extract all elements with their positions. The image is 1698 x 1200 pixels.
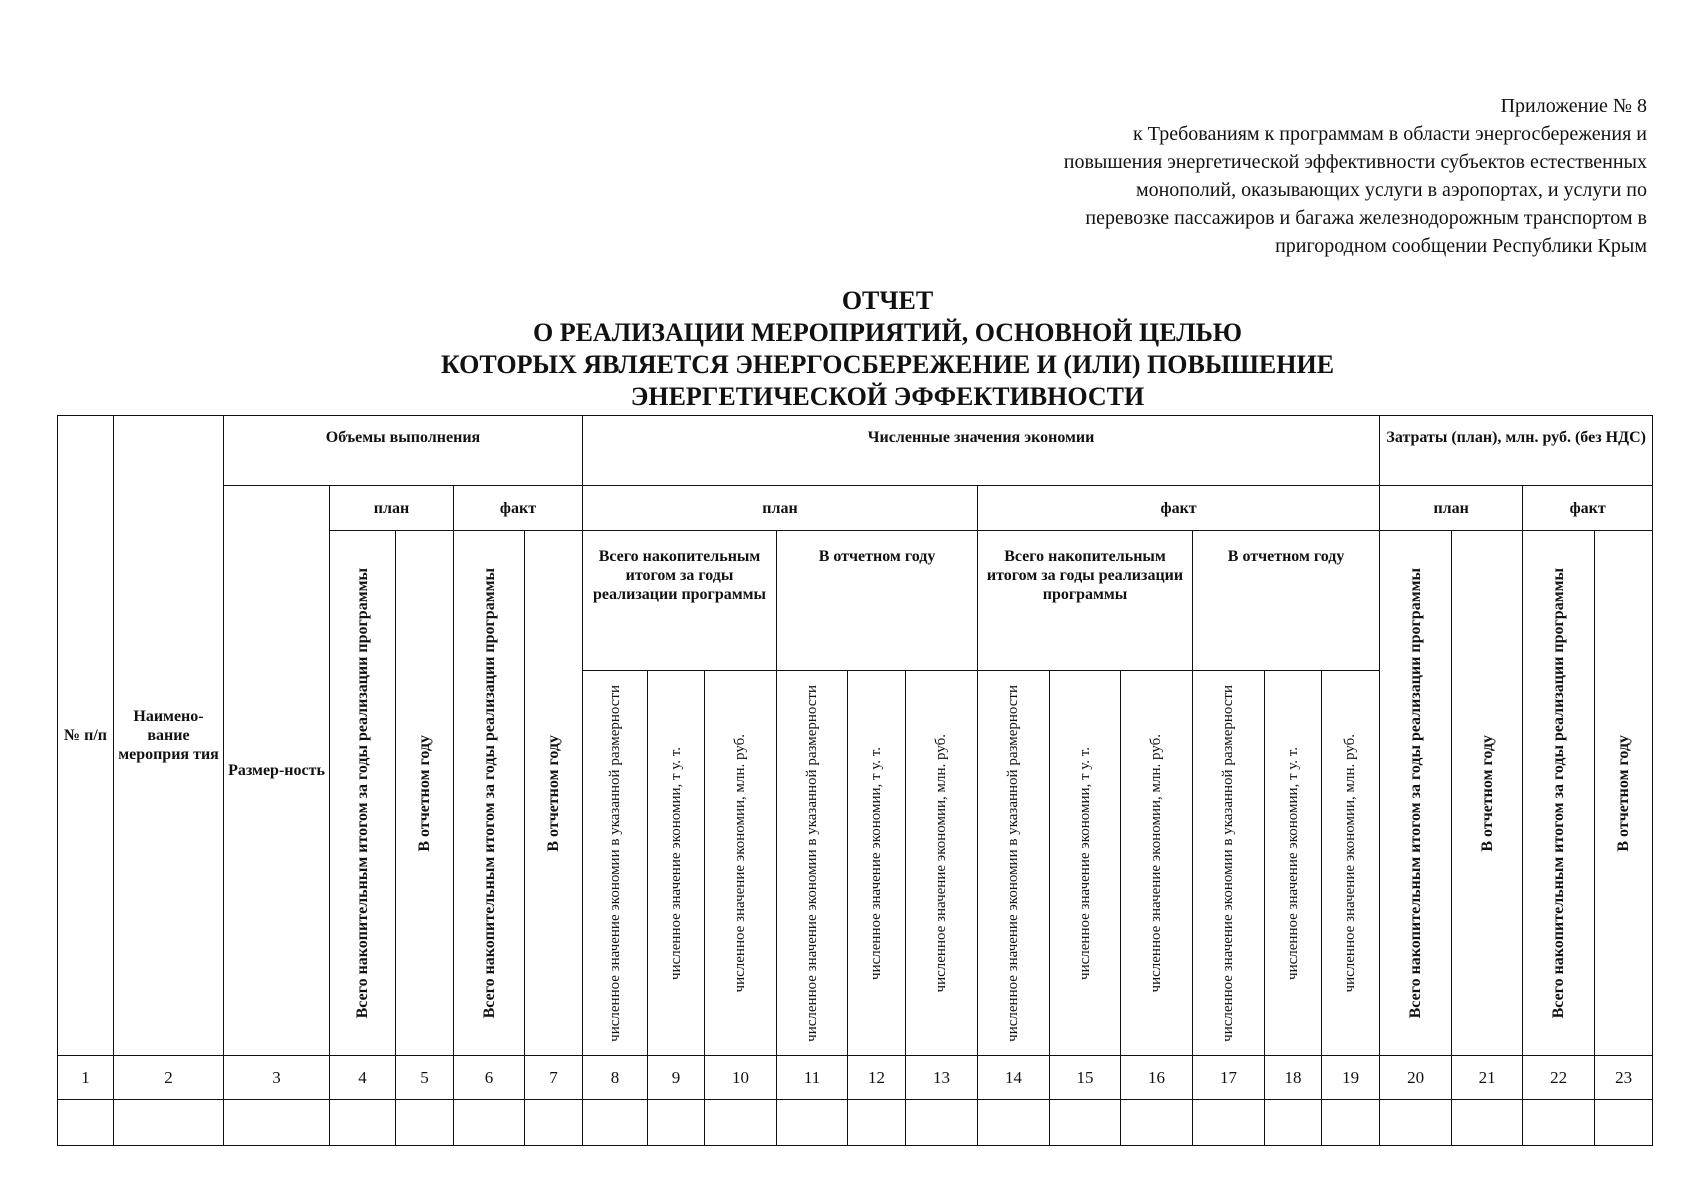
economy-fact-header: факт (978, 486, 1380, 531)
econ-plan-year-rub (906, 671, 978, 1056)
vertical-label: численное значение экономии в указанной размерности (1005, 684, 1022, 1042)
econ-plan-cum-tut (648, 671, 705, 1056)
vertical-label: численное значение экономии, млн. руб. (1148, 733, 1165, 993)
column-number: 6 (454, 1056, 525, 1100)
empty-cell (454, 1100, 525, 1146)
report-title (0, 285, 1698, 413)
vol-plan-in-year (396, 531, 454, 1056)
column-number: 12 (848, 1056, 906, 1100)
empty-data-row (58, 1100, 1653, 1146)
econ-plan-cumulative-group: Всего накопительным итогом за годы реализации программы (583, 531, 777, 671)
appendix-line: к Требованиям к программам в области энергосбережения и (1133, 123, 1647, 145)
column-number-row (58, 1056, 1653, 1100)
vertical-label: Всего накопительным итогом за годы реализации программы (1550, 567, 1568, 1019)
econ-plan-in-year-group: В отчетном году (777, 531, 978, 671)
econ-plan-cum-units (583, 671, 648, 1056)
volumes-plan-header: план (330, 486, 454, 531)
vertical-label: численное значение экономии, т у. т. (1284, 746, 1301, 980)
vertical-label: В отчетном году (1615, 734, 1633, 852)
column-number: 14 (978, 1056, 1050, 1100)
econ-fact-in-year-group: В отчетном году (1193, 531, 1380, 671)
costs-plan-in-year (1452, 531, 1523, 1056)
vertical-label: Всего накопительным итогом за годы реализации программы (480, 567, 498, 1019)
vertical-label: В отчетном году (416, 734, 433, 852)
vertical-label: В отчетном году (545, 734, 562, 852)
report-table (57, 415, 1653, 1146)
costs-fact-header: факт (1523, 486, 1653, 531)
empty-cell (396, 1100, 454, 1146)
vertical-label: численное значение экономии, т у. т. (868, 746, 885, 980)
column-number: 18 (1265, 1056, 1322, 1100)
vertical-label: численное значение экономии, т у. т. (667, 746, 684, 980)
group-header-economy: Численные значения экономии (583, 416, 1380, 486)
column-number: 16 (1121, 1056, 1193, 1100)
vol-plan-cumulative (330, 531, 396, 1056)
economy-plan-header: план (583, 486, 978, 531)
empty-cell (224, 1100, 330, 1146)
empty-cell (1265, 1100, 1322, 1146)
vol-fact-in-year (525, 531, 583, 1056)
empty-cell (906, 1100, 978, 1146)
costs-plan-cumulative (1380, 531, 1452, 1056)
column-number: 3 (224, 1056, 330, 1100)
vertical-label: численное значение экономии в указанной размерности (606, 684, 623, 1042)
appendix-line: монополий, оказывающих услуги в аэропортах, и услуги по (1135, 179, 1647, 201)
column-number: 11 (777, 1056, 848, 1100)
column-number: 8 (583, 1056, 648, 1100)
econ-fact-cum-tut (1050, 671, 1121, 1056)
econ-plan-year-units (777, 671, 848, 1056)
econ-fact-year-rub (1322, 671, 1380, 1056)
empty-cell (978, 1100, 1050, 1146)
appendix-line: Приложение № 8 (1500, 95, 1647, 117)
title-line: О РЕАЛИЗАЦИИ МЕРОПРИЯТИЙ, ОСНОВНОЙ ЦЕЛЬЮ (532, 318, 1243, 347)
empty-cell (583, 1100, 648, 1146)
appendix-line: перевозке пассажиров и багажа железнодорожным транспортом в (1085, 207, 1647, 229)
column-number: 10 (705, 1056, 777, 1100)
empty-cell (1380, 1100, 1452, 1146)
appendix-line: повышения энергетической эффективности субъектов естественных (1063, 151, 1647, 173)
column-number: 19 (1322, 1056, 1380, 1100)
empty-cell (648, 1100, 705, 1146)
col-header-no: № п/п (58, 416, 114, 1056)
costs-plan-header: план (1380, 486, 1523, 531)
empty-cell (1523, 1100, 1595, 1146)
column-number: 1 (58, 1056, 114, 1100)
title-line: ОТЧЕТ (841, 286, 934, 315)
vertical-label: численное значение экономии в указанной размерности (1220, 684, 1237, 1042)
column-number: 22 (1523, 1056, 1595, 1100)
vol-fact-cumulative (454, 531, 525, 1056)
empty-cell (1193, 1100, 1265, 1146)
empty-cell (1050, 1100, 1121, 1146)
econ-fact-year-units (1193, 671, 1265, 1056)
costs-fact-cumulative (1523, 531, 1595, 1056)
vertical-label: численное значение экономии, млн. руб. (933, 733, 950, 993)
empty-cell (848, 1100, 906, 1146)
column-number: 4 (330, 1056, 396, 1100)
vertical-label: численное значение экономии, т у. т. (1076, 746, 1093, 980)
vertical-label: численное значение экономии, млн. руб. (732, 733, 749, 993)
empty-cell (705, 1100, 777, 1146)
col-header-unit: Размер-ность (224, 486, 330, 1056)
costs-fact-in-year (1595, 531, 1653, 1056)
empty-cell (1121, 1100, 1193, 1146)
appendix-block (887, 92, 1647, 260)
empty-cell (114, 1100, 224, 1146)
title-line: ЭНЕРГЕТИЧЕСКОЙ ЭФФЕКТИВНОСТИ (630, 382, 1145, 411)
econ-fact-cum-rub (1121, 671, 1193, 1056)
title-line: КОТОРЫХ ЯВЛЯЕТСЯ ЭНЕРГОСБЕРЕЖЕНИЕ И (ИЛИ) ПОВЫШЕНИЕ (440, 350, 1335, 379)
column-number: 2 (114, 1056, 224, 1100)
vertical-label: Всего накопительным итогом за годы реализации программы (1407, 567, 1425, 1019)
econ-plan-cum-rub (705, 671, 777, 1056)
column-number: 20 (1380, 1056, 1452, 1100)
vertical-label: численное значение экономии, млн. руб. (1342, 733, 1359, 993)
column-number: 17 (1193, 1056, 1265, 1100)
empty-cell (1595, 1100, 1653, 1146)
empty-cell (777, 1100, 848, 1146)
column-number: 5 (396, 1056, 454, 1100)
econ-plan-year-tut (848, 671, 906, 1056)
empty-cell (330, 1100, 396, 1146)
column-number: 9 (648, 1056, 705, 1100)
group-header-costs: Затраты (план), млн. руб. (без НДС) (1380, 416, 1653, 486)
empty-cell (58, 1100, 114, 1146)
column-number: 15 (1050, 1056, 1121, 1100)
empty-cell (525, 1100, 583, 1146)
empty-cell (1452, 1100, 1523, 1146)
econ-fact-cum-units (978, 671, 1050, 1056)
volumes-fact-header: факт (454, 486, 583, 531)
econ-fact-cumulative-group: Всего накопительным итогом за годы реализации программы (978, 531, 1193, 671)
vertical-label: численное значение экономии в указанной размерности (803, 684, 820, 1042)
group-header-volumes: Объемы выполнения (224, 416, 583, 486)
econ-fact-year-tut (1265, 671, 1322, 1056)
vertical-label: В отчетном году (1478, 734, 1496, 852)
column-number: 23 (1595, 1056, 1653, 1100)
column-number: 21 (1452, 1056, 1523, 1100)
column-number: 7 (525, 1056, 583, 1100)
appendix-line: пригородном сообщении Республики Крым (1275, 235, 1647, 257)
vertical-label: Всего накопительным итогом за годы реализации программы (354, 567, 371, 1019)
empty-cell (1322, 1100, 1380, 1146)
col-header-name: Наимено-вание мероприя тия (114, 416, 224, 1056)
column-number: 13 (906, 1056, 978, 1100)
